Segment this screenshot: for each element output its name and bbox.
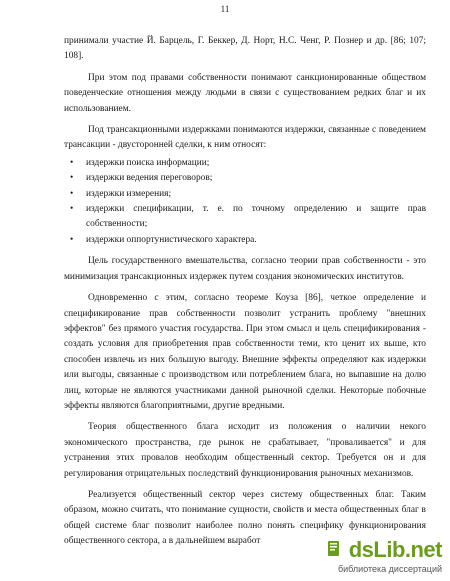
watermark-brand: dsLib.net [348,537,442,562]
paragraph-7: Реализуется общественный сектор через систему общественных благ. Таким образом, можно считать, что понимание сущности, свойств и места общественных благ в общей системе благ позволит наиболее полно понять специфику функционирования общественного сектора, а в дальнейшем выработ [64,489,426,547]
list-item: • издержки оппортунистического характера. [64,233,426,248]
paragraph-2: При этом под правами собственности понимают санкционированные обществом поведенческие отношения между людьми в связи с существованием редких благ и их использованием. [64,72,426,114]
book-logo-icon [326,539,342,559]
document-body [64,34,426,550]
list-item: • издержки поиска информации; [64,156,426,171]
paragraph-1: принимали участие Й. Барцель, Г. Беккер, Д. Норт, Н.С. Ченг, Р. Познер и др. [86; 107; 108]. [64,36,426,62]
page-number: 11 [220,4,230,14]
watermark-caption: библиотека диссертаций [337,564,442,574]
list-item: • издержки ведения переговоров; [64,171,426,186]
list-item: • издержки измерения; [64,187,426,202]
paragraph-6: Теория общественного блага исходит из положения о наличии некого экономического пространства, где рынок не срабатывает, "проваливается" и для устранения этих провалов необходим общественный сектор. Требуется он и для регулирования отрицательных последствий функционирования рыночных механизмов. [64,422,426,479]
watermark[interactable] [326,537,444,577]
cost-list [64,156,426,248]
paragraph-4: Цель государственного вмешательства, согласно теории прав собственности - это минимизация трансакционных издержек путем создания экономических институтов. [64,256,426,282]
list-item: • издержки спецификации, т. е. по точному определению и защите прав собственности; [64,202,426,233]
paragraph-3: Под трансакционными издержками понимаются издержки, связанные с поведением трансакции - двусторонней сделки, к ним относят: [64,125,426,151]
paragraph-5: Одновременно с этим, согласно теореме Коуза [86], четкое определение и спецификирование прав собственности позволит устранить проблему "внешних эффектов" без прямого участия государства. При этом смысл и цель спецификирования - создать условия для приобретения прав собственности теми, кто ценит их выше, кто способен извлечь из них большую выгоду. Внешние эффекты определяют как издержки или выгоды, связанные с производством или потреблением блага, но выпавшие на долю лиц, которые не являются участниками данной рыночной сделки. Некоторые побочные эффекты являются благоприятными, другие вредными. [64,293,426,411]
